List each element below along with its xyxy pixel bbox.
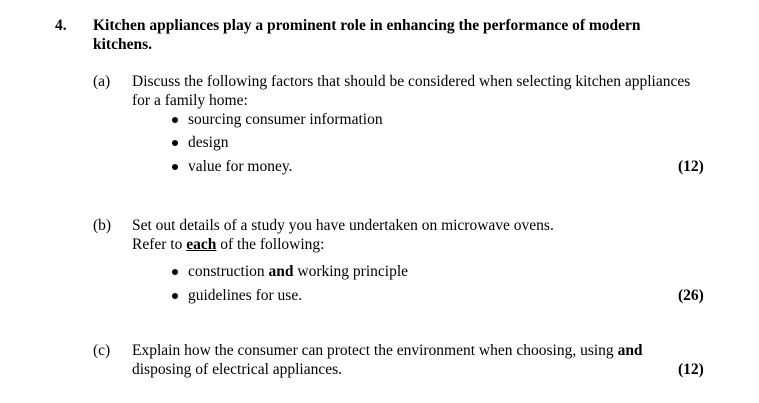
- part-b-bullet-2: guidelines for use.: [188, 287, 303, 304]
- part-c-marks: (12): [678, 361, 704, 378]
- part-a-bullet-3: value for money.: [188, 158, 293, 175]
- bullet-icon: [172, 140, 178, 146]
- question-title-line2: kitchens.: [93, 36, 152, 53]
- bullet-icon: [172, 269, 178, 275]
- part-c-text-line1-bold: and: [617, 342, 643, 359]
- part-a-text-line2: for a family home:: [132, 92, 248, 109]
- part-b-bullet-1-pre: construction: [188, 263, 269, 280]
- part-b-bullet-1-bold: and: [268, 263, 294, 280]
- part-b-refer-emphasis: each: [186, 236, 217, 253]
- bullet-icon: [172, 293, 178, 299]
- part-a-marks: (12): [678, 158, 704, 175]
- part-b-bullet-1: [188, 262, 408, 281]
- part-b-label: (b): [93, 217, 112, 234]
- part-b-refer-prefix: Refer to: [132, 236, 187, 253]
- part-a-bullet-2: design: [188, 134, 229, 151]
- bullet-icon: [172, 164, 178, 170]
- part-a-bullet-1: sourcing consumer information: [188, 111, 383, 128]
- part-c-text-line2: disposing of electrical appliances.: [132, 361, 343, 378]
- part-b-marks: (26): [678, 287, 704, 304]
- part-c-text-line1-pre: Explain how the consumer can protect the environment when choosing, using: [132, 342, 618, 359]
- part-a-text-line1: Discuss the following factors that should be considered when selecting kitchen appliances: [132, 73, 691, 90]
- part-b-text-line1: Set out details of a study you have undertaken on microwave ovens.: [132, 217, 554, 234]
- bullet-icon: [172, 117, 178, 123]
- part-a-label: (a): [93, 73, 111, 90]
- part-b-bullet-1-post: working principle: [293, 263, 409, 280]
- question-number: 4.: [55, 17, 67, 34]
- part-c-label: (c): [93, 342, 111, 359]
- part-c-text-line1: [132, 341, 643, 360]
- part-b-refer-suffix: of the following:: [216, 236, 325, 253]
- question-title-line1: Kitchen appliances play a prominent role in enhancing the performance of modern: [93, 17, 641, 34]
- part-b-refer-line: [132, 235, 324, 254]
